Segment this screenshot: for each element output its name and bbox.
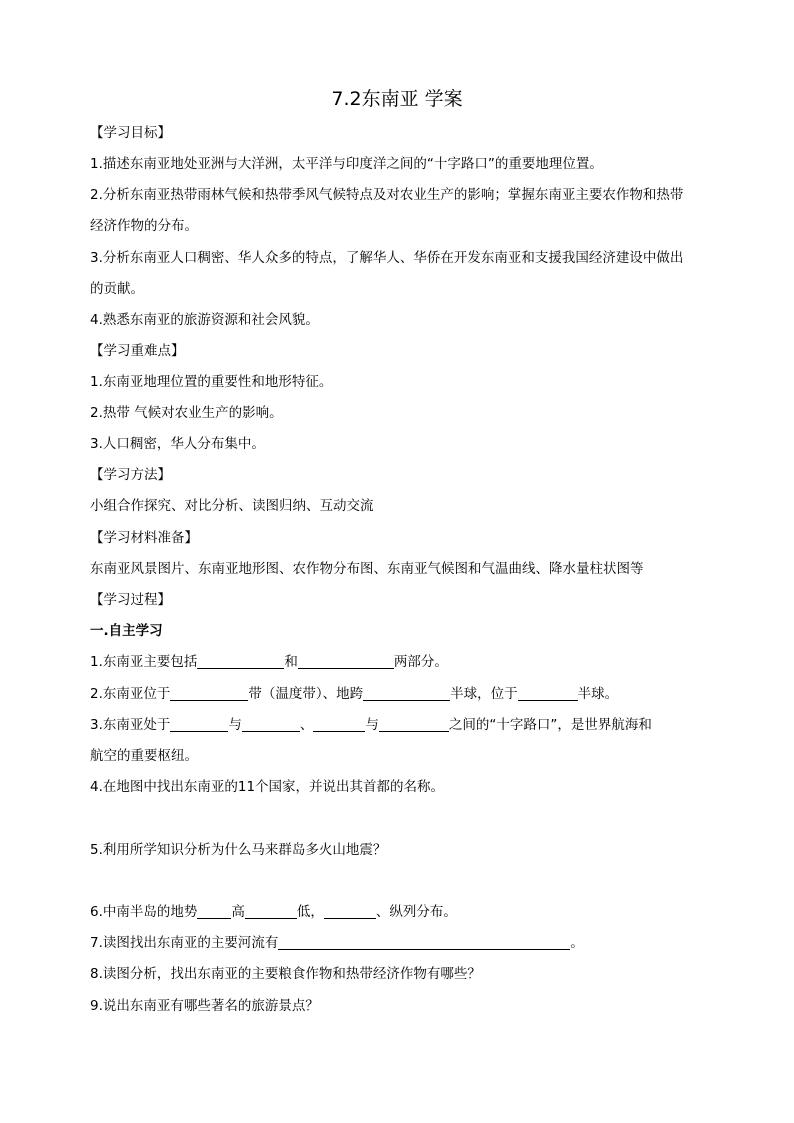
fill-blank[interactable] [298,653,394,669]
question-6-text-c: 低， [296,904,324,920]
key-points-heading: 【学习重难点】 [90,343,185,359]
question-7 [90,933,710,953]
question-7-text-a: 7.读图找出东南亚的主要河流有 [90,935,279,951]
question-3-line-1 [90,715,710,735]
question-9: 9.说出东南亚有哪些著名的旅游景点？ [90,998,319,1014]
question-3-text-d: 与 [365,717,379,733]
question-3-text-e: 之间的“十字路口”，是世界航海和 [448,717,652,733]
objective-3-line-2: 的贡献。 [90,281,144,297]
methods-heading: 【学习方法】 [90,467,171,483]
methods-text: 小组合作探究、对比分析、读图归纳、互动交流 [90,498,374,514]
key-point-3: 3.人口稠密，华人分布集中。 [90,436,265,452]
key-point-1: 1.东南亚地理位置的重要性和地形特征。 [90,374,333,390]
fill-blank[interactable] [363,685,450,701]
fill-blank[interactable] [170,716,228,732]
fill-blank[interactable] [518,685,578,701]
question-1-text-a: 1.东南亚主要包括 [90,654,198,670]
fill-blank[interactable] [245,903,297,919]
question-6-text-b: 高 [231,904,245,920]
question-2-text-d: 半球。 [577,686,619,702]
objectives-heading: 【学习目标】 [90,125,171,141]
fill-blank[interactable] [242,716,300,732]
objective-1: 1.描述东南亚地处亚洲与大洋洲，太平洋与印度洋之间的“十字路口”的重要地理位置。 [90,156,603,172]
question-3-text-b: 与 [228,717,242,733]
question-2-text-b: 带（温度带）、地跨 [248,686,364,702]
question-1 [90,652,710,672]
fill-blank[interactable] [379,716,449,732]
objective-2-line-1: 2.分析东南亚热带雨林气候和热带季风气候特点及对农业生产的影响；掌握东南亚主要农作物和热带 [90,187,684,203]
question-6 [90,902,710,922]
question-2 [90,684,710,704]
fill-blank[interactable] [197,653,284,669]
page-title: 7.2东南亚 学案 [331,88,463,110]
fill-blank[interactable] [313,716,365,732]
question-1-text-c: 两部分。 [393,654,448,670]
question-7-text-b: 。 [570,935,584,951]
fill-blank[interactable] [170,685,248,701]
question-5: 5.利用所学知识分析为什么马来群岛多火山地震？ [90,842,387,858]
question-4: 4.在地图中找出东南亚的11个国家，并说出其首都的名称。 [90,779,445,795]
process-heading: 【学习过程】 [90,592,171,608]
key-point-2: 2.热带 气候对农业生产的影响。 [90,405,283,421]
objective-2-line-2: 经济作物的分布。 [90,218,198,234]
section-self-study: 一.自主学习 [90,623,163,639]
question-8: 8.读图分析，找出东南亚的主要粮食作物和热带经济作物有哪些？ [90,966,481,982]
question-2-text-c: 半球，位于 [450,686,518,702]
materials-text: 东南亚风景图片、东南亚地形图、农作物分布图、东南亚气候图和气温曲线、降水量柱状图等 [90,561,644,577]
objective-4: 4.熟悉东南亚的旅游资源和社会风貌。 [90,312,319,328]
question-2-text-a: 2.东南亚位于 [90,686,171,702]
fill-blank[interactable] [324,903,376,919]
objective-3-line-1: 3.分析东南亚人口稠密、华人众多的特点，了解华人、华侨在开发东南亚和支援我国经济建设中做出 [90,250,684,266]
fill-blank[interactable] [278,934,570,950]
question-3-text-c: 、 [299,717,314,733]
question-3-line-2: 航空的重要枢纽。 [90,748,198,764]
fill-blank[interactable] [197,903,231,919]
question-3-text-a: 3.东南亚处于 [90,717,171,733]
question-6-text-d: 、纵列分布。 [375,904,457,920]
materials-heading: 【学习材料准备】 [90,530,198,546]
question-6-text-a: 6.中南半岛的地势 [90,904,198,920]
question-1-text-b: 和 [284,654,298,670]
